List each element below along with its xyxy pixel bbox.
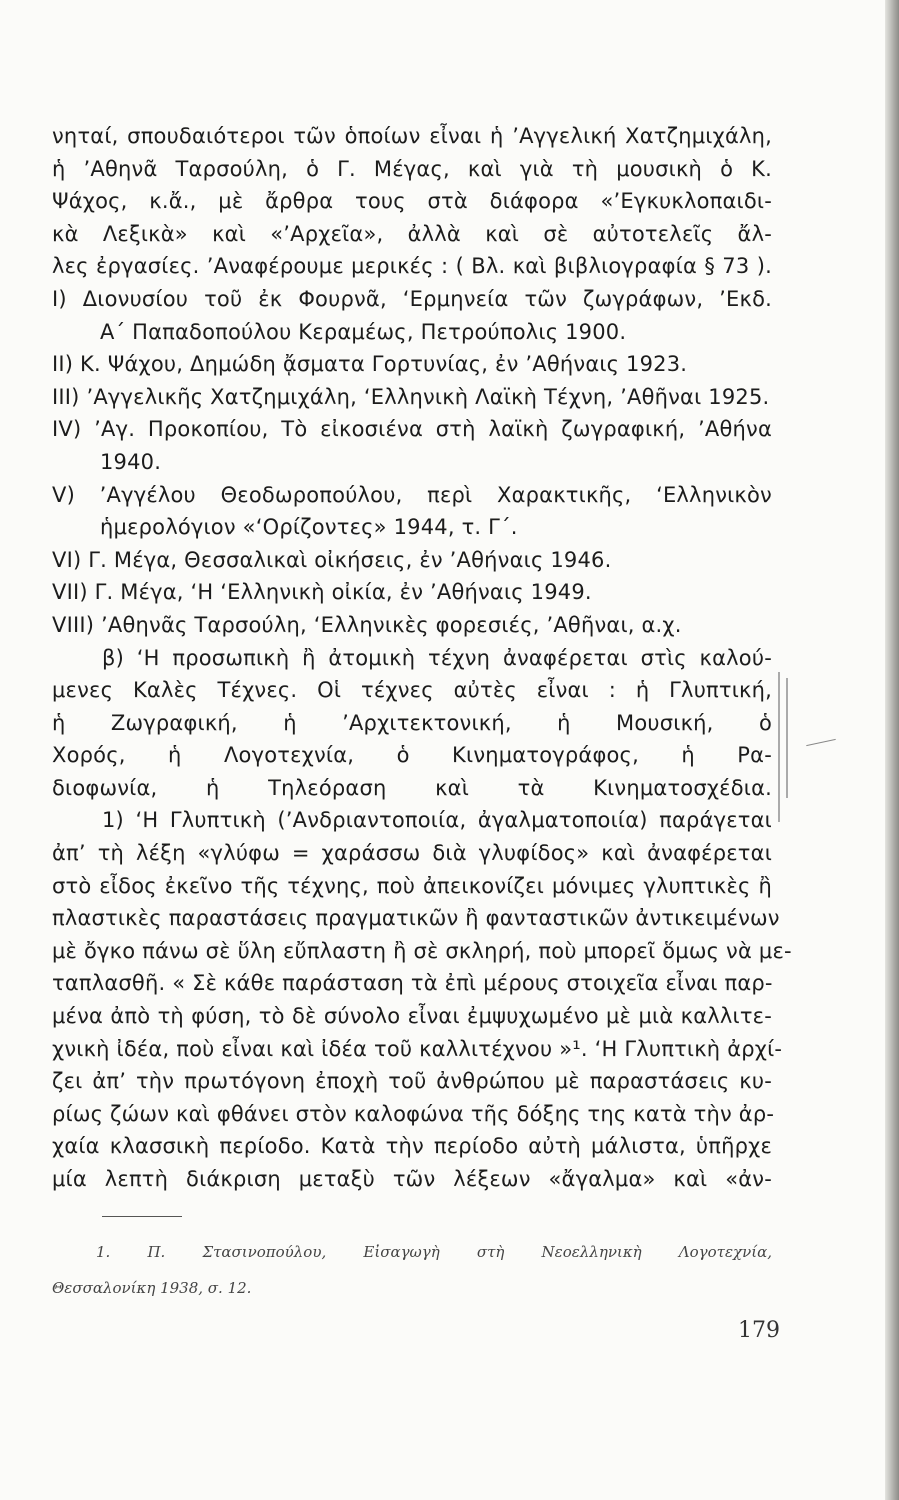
margin-mark [806,739,836,746]
list-item-II: II) Κ. Ψάχου, Δημώδη ᾄσματα Γορτυνίας, ἐν ’Αθήναις 1923. [52,352,688,377]
text-line: διοφωνία, ἡ Τηλεόραση καὶ τὰ Κινηματοσχέδια. [52,775,772,800]
list-item-I: I) Διονυσίου τοῦ ἐκ Φουρνᾶ, ‘Ερμηνεία τῶν ζωγράφων, ’Εκδ. [52,286,772,311]
list-item-III: III) ’Αγγελικῆς Χατζημιχάλη, ‘Ελληνικὴ Λαϊκὴ Τέχνη, ’Αθῆναι 1925. [52,384,770,409]
text-line: ἡ ’Αθηνᾶ Ταρσούλη, ὁ Γ. Μέγας, καὶ γιὰ τὴ μουσικὴ ὁ Κ. [52,156,772,181]
text-line: ρίως ζώων καὶ φθάνει στὸν καλοφώνα τῆς δόξης της κατὰ τὴν ἀρ- [52,1101,775,1126]
text-line: νηταί, σπουδαιότεροι τῶν ὁποίων εἶναι ἡ ’Αγγελική Χατζημιχάλη, [52,124,772,148]
text-line: ζει ἀπ’ τὴν πρωτόγονη ἐποχὴ τοῦ ἀνθρώπου μὲ παραστάσεις κυ- [52,1069,772,1094]
page-edge-shadow [885,0,899,1500]
text-line: χνικὴ ἰδέα, ποὺ εἶναι καὶ ἰδέα τοῦ καλλιτέχνου »¹. ‘Η Γλυπτικὴ ἀρχί- [52,1036,783,1061]
text-line: στὸ εἶδος ἐκεῖνο τῆς τέχνης, ποὺ ἀπεικονίζει μόνιμες γλυπτικὲς ἢ [52,873,772,898]
list-item-I-continued: Α΄ Παπαδοπούλου Κεραμέως, Πετρούπολις 1900. [100,319,627,344]
text-line: πλαστικὲς παραστάσεις πραγματικῶν ἢ φανταστικῶν ἀντικειμένων [52,906,780,931]
text-line: μενες Καλὲς Τέχνες. Οἱ τέχνες αὐτὲς εἶναι : ἡ Γλυπτική, [52,678,772,703]
text-line: μία λεπτὴ διάκριση μεταξὺ τῶν λέξεων «ἄγαλμα» καὶ «ἀν- [52,1167,772,1191]
body-text [52,120,792,1196]
margin-mark [778,672,780,822]
paragraph-sculpture-start: 1) ‘Η Γλυπτικὴ (’Ανδριαντοποιία, ἀγαλματοποιία) παράγεται [102,808,772,833]
text-line: ἀπ’ τὴ λέξη «γλύφω = χαράσσω διὰ γλυφίδος» καὶ ἀναφέρεται [52,841,772,866]
footnote [52,1234,772,1306]
margin-mark [786,678,788,798]
text-line: χαία κλασσικὴ περίοδο. Κατὰ τὴν περίοδο αὐτὴ μάλιστα, ὑπῆρχε [52,1134,772,1159]
footnote-rule [102,1216,182,1217]
text-line: μένα ἀπὸ τὴ φύση, τὸ δὲ σύνολο εἶναι ἐμψυχωμένο μὲ μιὰ καλλιτε- [52,1004,772,1029]
list-item-V: V) ’Αγγέλου Θεοδωροπούλου, περὶ Χαρακτικῆς, ‘Ελληνικὸν [52,482,772,507]
footnote-line: 1. Π. Στασινοπούλου, Εἰσαγωγὴ στὴ Νεοελληνικὴ Λογοτεχνία, [96,1243,772,1261]
footnote-line: Θεσσαλονίκη 1938, σ. 12. [52,1279,252,1297]
text-line: Χορός, ἡ Λογοτεχνία, ὁ Κινηματογράφος, ἡ Ρα- [52,743,772,768]
list-item-VII: VII) Γ. Μέγα, ‘Η ‘Ελληνικὴ οἰκία, ἐν ’Αθήναις 1949. [52,580,592,605]
list-item-IV: IV) ’Αγ. Προκοπίου, Τὸ εἰκοσιένα στὴ λαϊκὴ ζωγραφική, ’Αθήνα [52,417,772,442]
text-line: Ψάχος, κ.ἄ., μὲ ἄρθρα τους στὰ διάφορα «’Εγκυκλοπαιδι- [52,189,772,214]
paragraph-b-start: β) ‘Η προσωπικὴ ἢ ἀτομικὴ τέχνη ἀναφέρεται στὶς καλού- [102,645,772,670]
text-line: λες ἐργασίες. ’Αναφέρουμε μερικές : ( Βλ. καὶ βιβλιογραφία § 73 ). [52,254,772,279]
list-item-VIII: VIII) ’Αθηνᾶς Ταρσούλη, ‘Ελληνικὲς φορεσιές, ’Αθῆναι, α.χ. [52,612,682,637]
list-item-IV-continued: 1940. [100,449,162,474]
page-number: 179 [738,1318,780,1343]
text-line: ἡ Ζωγραφική, ἡ ’Αρχιτεκτονική, ἡ Μουσική, ὁ [52,710,772,735]
list-item-VI: VI) Γ. Μέγα, Θεσσαλικαὶ οἰκήσεις, ἐν ’Αθήναις 1946. [52,547,612,572]
text-line: ταπλασθῆ. « Σὲ κάθε παράσταση τὰ ἐπὶ μέρους στοιχεῖα εἶναι παρ- [52,971,773,996]
list-item-V-continued: ἡμερολόγιον «‘Ορίζοντες» 1944, τ. Γ΄. [100,515,518,540]
text-line: μὲ ὄγκο πάνω σὲ ὕλη εὔπλαστη ἢ σὲ σκληρή, ποὺ μπορεῖ ὅμως νὰ με- [52,938,792,963]
text-line: κὰ Λεξικὰ» καὶ «’Αρχεῖα», ἀλλὰ καὶ σὲ αὐτοτελεῖς ἄλ- [52,221,772,246]
